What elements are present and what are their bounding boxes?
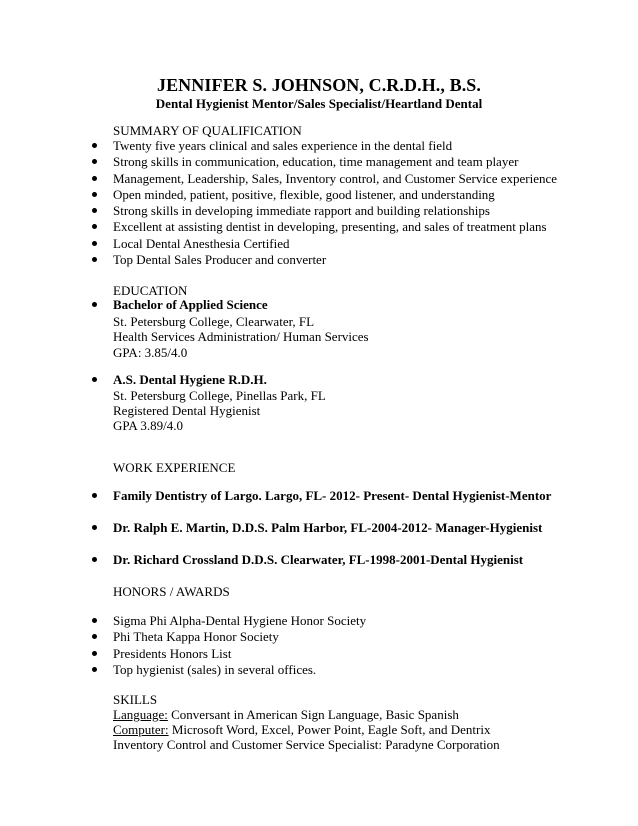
- list-item: [0, 297, 638, 313]
- bullet-icon: [92, 143, 97, 148]
- list-item: Open minded, patient, positive, flexible, good listener, and understanding: [0, 187, 638, 203]
- bullet-icon: [92, 192, 97, 197]
- list-item: Dr. Richard Crossland D.D.S. Clearwater, FL-1998-2001-Dental Hygienist: [0, 552, 638, 568]
- list-item: Local Dental Anesthesia Certified: [0, 236, 638, 252]
- bullet-icon: [92, 651, 97, 656]
- work-item: [0, 552, 638, 568]
- work-item: [0, 488, 638, 504]
- summary-list: [0, 138, 638, 268]
- bullet-icon: [92, 241, 97, 246]
- list-item: Top hygienist (sales) in several offices.: [0, 662, 638, 678]
- bullet-icon: [92, 302, 97, 307]
- honors-list: [0, 613, 638, 678]
- resume-name: JENNIFER S. JOHNSON, C.R.D.H., B.S.: [156, 75, 482, 95]
- education-line: Registered Dental Hygienist: [113, 403, 261, 418]
- work-heading: WORK EXPERIENCE: [113, 460, 236, 475]
- bullet-icon: [92, 257, 97, 262]
- list-item: Phi Theta Kappa Honor Society: [0, 629, 638, 645]
- education-line: GPA: 3.85/4.0: [113, 345, 188, 360]
- education-heading: EDUCATION: [113, 283, 188, 298]
- skills-language-line: [113, 707, 459, 723]
- list-item: Twenty five years clinical and sales experience in the dental field: [0, 138, 638, 154]
- education-line: St. Petersburg College, Pinellas Park, FL: [113, 388, 326, 403]
- list-item: Management, Leadership, Sales, Inventory control, and Customer Service experience: [0, 171, 638, 187]
- bullet-icon: [92, 176, 97, 181]
- bullet-icon: [92, 208, 97, 213]
- language-label: Language:: [113, 707, 168, 722]
- bullet-icon: [92, 634, 97, 639]
- bullet-icon: [92, 525, 97, 530]
- education-line: St. Petersburg College, Clearwater, FL: [113, 314, 315, 329]
- bullet-icon: [92, 377, 97, 382]
- education-entry: [0, 372, 638, 388]
- education-line: GPA 3.89/4.0: [113, 418, 183, 433]
- summary-heading: SUMMARY OF QUALIFICATION: [113, 123, 302, 138]
- skills-heading: SKILLS: [113, 692, 158, 707]
- list-item: Presidents Honors List: [0, 646, 638, 662]
- list-item: Dr. Ralph E. Martin, D.D.S. Palm Harbor, FL-2004-2012- Manager-Hygienist: [0, 520, 638, 536]
- language-text: Conversant in American Sign Language, Basic Spanish: [167, 707, 459, 722]
- list-item: Strong skills in communication, education, time management and team player: [0, 154, 638, 170]
- bullet-icon: [92, 667, 97, 672]
- bullet-icon: [92, 493, 97, 498]
- skills-inventory-line: Inventory Control and Customer Service Specialist: Paradyne Corporation: [113, 737, 500, 752]
- computer-text: Microsoft Word, Excel, Power Point, Eagle Soft, and Dentrix: [168, 722, 491, 737]
- degree-title: Bachelor of Applied Science: [113, 297, 268, 312]
- computer-label: Computer:: [113, 722, 169, 737]
- list-item: Family Dentistry of Largo. Largo, FL- 2012- Present- Dental Hygienist-Mentor: [0, 488, 638, 504]
- list-item: Strong skills in developing immediate rapport and building relationships: [0, 203, 638, 219]
- bullet-icon: [92, 618, 97, 623]
- education-entry: [0, 297, 638, 313]
- education-line: Health Services Administration/ Human Services: [113, 329, 369, 344]
- skills-computer-line: [113, 722, 490, 738]
- bullet-icon: [92, 159, 97, 164]
- list-item: Top Dental Sales Producer and converter: [0, 252, 638, 268]
- degree-title: A.S. Dental Hygiene R.D.H.: [113, 372, 267, 387]
- work-item: [0, 520, 638, 536]
- list-item: Sigma Phi Alpha-Dental Hygiene Honor Society: [0, 613, 638, 629]
- list-item: Excellent at assisting dentist in developing, presenting, and sales of treatment plans: [0, 219, 638, 235]
- honors-heading: HONORS / AWARDS: [113, 584, 230, 599]
- list-item: [0, 372, 638, 388]
- resume-title: Dental Hygienist Mentor/Sales Specialist/Heartland Dental: [155, 96, 483, 111]
- bullet-icon: [92, 224, 97, 229]
- bullet-icon: [92, 557, 97, 562]
